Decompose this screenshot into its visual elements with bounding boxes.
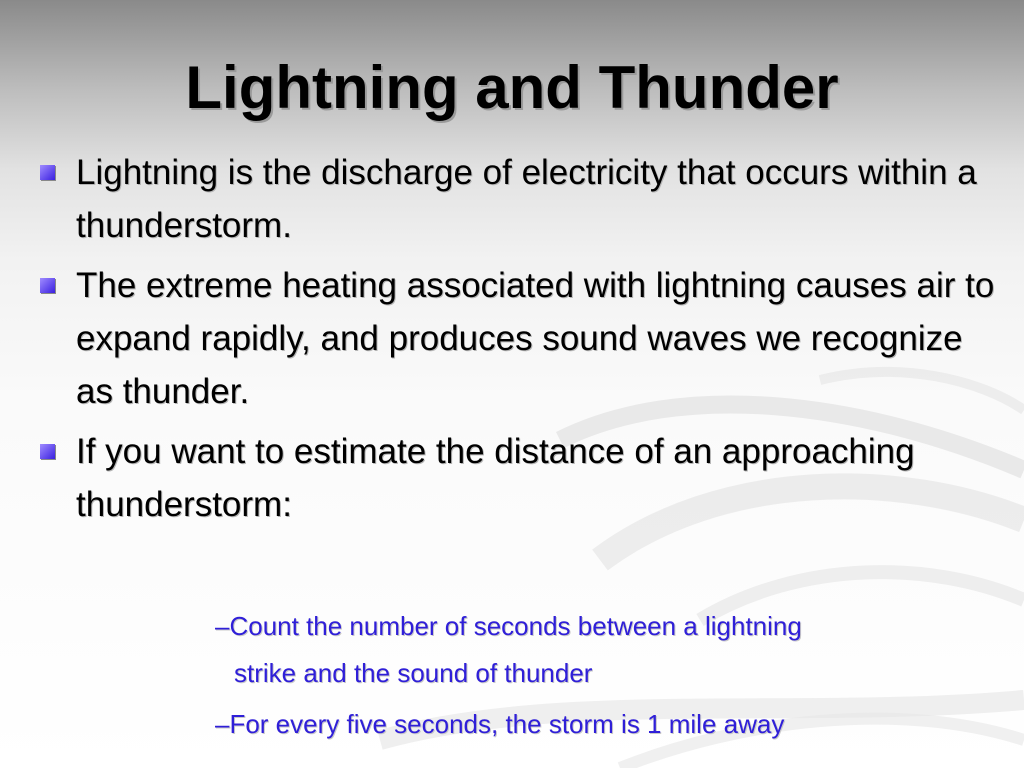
bullet-text: If you want to estimate the distance of an approaching thunderstorm: [76,432,915,524]
bullet-text: The extreme heating associated with lightning causes air to expand rapidly, and produces sound waves we recognize as thunder. [76,266,995,411]
bullet-item [38,425,998,531]
bullet-item [38,146,998,252]
bullet-item [38,259,998,418]
sub-bullet-five-seconds: –For every five seconds, the storm is 1 mile away [215,709,785,739]
square-bullet-icon [40,444,55,459]
slide-title: Lightning and Thunder [185,54,839,121]
bullet-text: Lightning is the discharge of electricity that occurs within a thunderstorm. [76,153,977,245]
sub-bullet-count-seconds-continued: strike and the sound of thunder [234,658,593,688]
square-bullet-icon [40,278,55,293]
square-bullet-icon [40,165,55,180]
sub-bullet-count-seconds: –Count the number of seconds between a lightning [215,611,802,641]
slide-body [38,146,998,538]
